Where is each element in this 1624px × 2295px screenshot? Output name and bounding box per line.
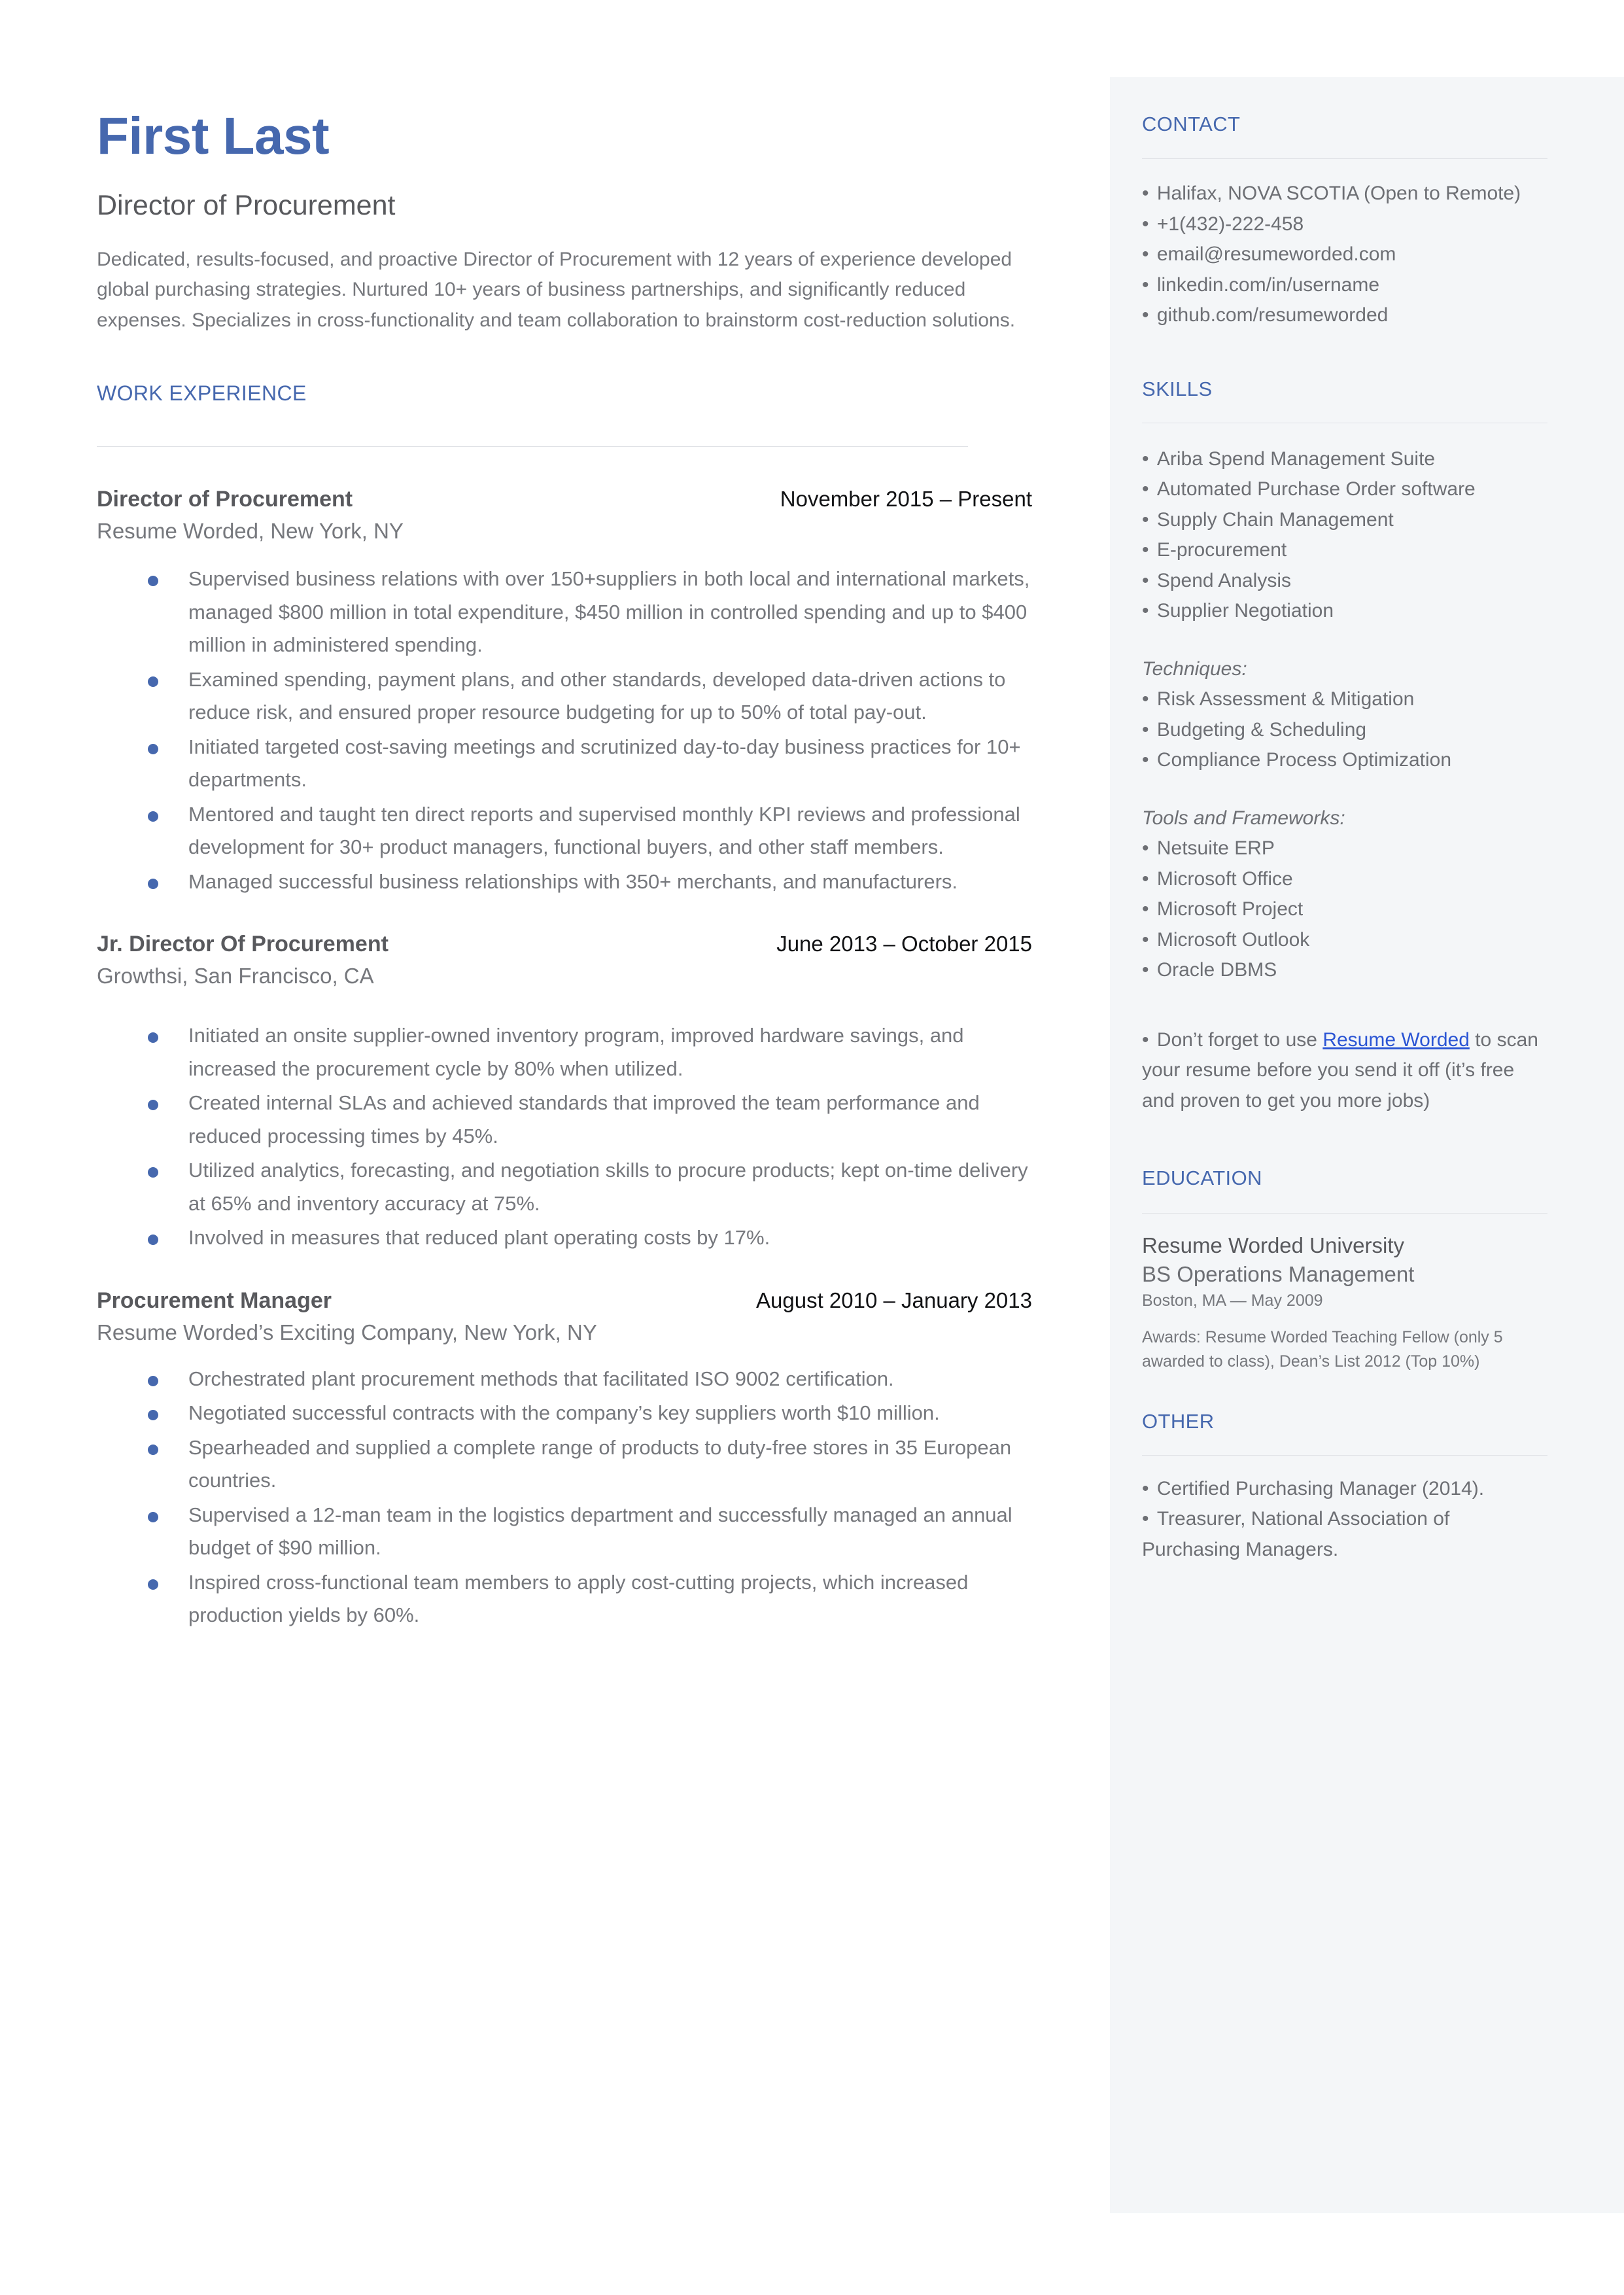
tool-label: Microsoft Project xyxy=(1156,898,1304,920)
tool-item: • Microsoft Outlook xyxy=(1142,928,1310,951)
tool-label: Oracle DBMS xyxy=(1156,959,1277,981)
education-school: Resume Worded University xyxy=(1142,1233,1405,1257)
other-heading: OTHER xyxy=(1142,1409,1215,1433)
skill-label: Supply Chain Management xyxy=(1156,508,1394,531)
skill-label: Ariba Spend Management Suite xyxy=(1156,447,1436,470)
technique-item: • Risk Assessment & Mitigation xyxy=(1142,688,1415,710)
contact-item: • github.com/resumeworded xyxy=(1142,304,1389,326)
skill-label: Spend Analysis xyxy=(1156,569,1291,591)
tool-item: • Oracle DBMS xyxy=(1142,959,1277,981)
education-awards: Awards: Resume Worded Teaching Fellow (only 5 awarded to class), Dean’s List 2012 (Top 10%) xyxy=(1142,1327,1503,1371)
job-header-row xyxy=(97,486,1032,517)
main-column xyxy=(97,0,1032,1634)
other-list xyxy=(1142,1474,1547,1566)
skill-item: • Supply Chain Management xyxy=(1142,508,1394,531)
skill-item: • Automated Purchase Order software xyxy=(1142,478,1476,500)
education-location: Boston, MA — May 2009 xyxy=(1142,1291,1323,1310)
bullet-item: Utilized analytics, forecasting, and negotiation skills to procure products; kept on-time delivery at 65% and inventory accuracy at 75%. xyxy=(97,1154,1032,1220)
technique-label: Budgeting & Scheduling xyxy=(1156,718,1367,741)
technique-label: Compliance Process Optimization xyxy=(1156,749,1452,771)
other-label: Treasurer, National Association of Purchasing Managers. xyxy=(1142,1508,1450,1560)
skill-item: • E-procurement xyxy=(1142,539,1287,561)
skill-item: • Supplier Negotiation xyxy=(1142,600,1334,622)
job-dates: November 2015 – Present xyxy=(780,487,1032,512)
job-dates: August 2010 – January 2013 xyxy=(756,1288,1032,1312)
contact-item: • linkedin.com/in/username xyxy=(1142,273,1380,296)
bullet-item: Initiated targeted cost-saving meetings and scrutinized day-to-day business practices for 10+ departments. xyxy=(97,731,1032,797)
summary-paragraph: Dedicated, results-focused, and proactive Director of Procurement with 12 years of experience developed global purchasing strategies. Nurtured 10+ years of business partnerships, and significantly reduced expenses. Specializes in cross-functionality and team collaboration to brainstorm cost-reduction solutions. xyxy=(97,248,1016,331)
job-header-row xyxy=(97,1288,1032,1319)
tools-list xyxy=(1142,833,1547,986)
contact-item-label: +1(432)-222-458 xyxy=(1156,213,1304,235)
skills-list xyxy=(1142,444,1547,627)
other-item: • Certified Purchasing Manager (2014). xyxy=(1142,1477,1485,1499)
technique-item: • Budgeting & Scheduling xyxy=(1142,718,1367,741)
job-company: Resume Worded’s Exciting Company, New York, NY xyxy=(97,1320,597,1344)
technique-item: • Compliance Process Optimization xyxy=(1142,749,1452,771)
job-bullets xyxy=(97,1363,1032,1632)
job-company: Growthsi, San Francisco, CA xyxy=(97,964,374,989)
job-dates: June 2013 – October 2015 xyxy=(776,932,1032,956)
bullet-item: Inspired cross-functional team members to apply cost-cutting projects, which increased production yields by 60%. xyxy=(97,1566,1032,1632)
bullet-item: Mentored and taught ten direct reports and supervised monthly KPI reviews and professional development for 30+ product managers, functional buyers, and other staff members. xyxy=(97,798,1032,864)
techniques-label: Techniques: xyxy=(1142,657,1247,680)
bullet-item: Spearheaded and supplied a complete range of products to duty-free stores in 35 European countries. xyxy=(97,1431,1032,1498)
bullet-item: Managed successful business relationships with 350+ merchants, and manufacturers. xyxy=(97,866,1032,899)
candidate-name: First Last xyxy=(97,107,330,165)
tools-label: Tools and Frameworks: xyxy=(1142,807,1345,829)
job-company: Resume Worded, New York, NY xyxy=(97,519,404,544)
tool-item: • Netsuite ERP xyxy=(1142,837,1275,860)
tool-label: Microsoft Outlook xyxy=(1156,928,1310,951)
bullet-item: Supervised a 12-man team in the logistics department and successfully managed an annual budget of $90 million. xyxy=(97,1499,1032,1565)
tool-label: Netsuite ERP xyxy=(1156,837,1275,860)
skill-label: Supplier Negotiation xyxy=(1156,600,1334,622)
contact-list xyxy=(1142,179,1547,331)
resume-worded-link[interactable]: Resume Worded xyxy=(1322,1028,1470,1051)
bullet-item: Initiated an onsite supplier-owned inventory program, improved hardware savings, and increased the procurement cycle by 80% when utilized. xyxy=(97,1019,1032,1085)
job-role: Jr. Director Of Procurement xyxy=(97,932,389,957)
other-label: Certified Purchasing Manager (2014). xyxy=(1156,1477,1485,1499)
promo-prefix: Don’t forget to use xyxy=(1156,1028,1323,1051)
job-role: Procurement Manager xyxy=(97,1288,332,1313)
job-bullets xyxy=(97,563,1032,898)
tool-item: • Microsoft Office xyxy=(1142,867,1293,890)
promo-suffix: to scan your resume before you send it off (it’s free and proven to get you more jobs) xyxy=(1142,1028,1538,1112)
technique-label: Risk Assessment & Mitigation xyxy=(1156,688,1415,710)
bullet-item: Orchestrated plant procurement methods that facilitated ISO 9002 certification. xyxy=(97,1363,1032,1396)
job-role: Director of Procurement xyxy=(97,487,353,512)
skill-item: • Spend Analysis xyxy=(1142,569,1291,591)
job-bullets xyxy=(97,1019,1032,1255)
contact-item-label: Halifax, NOVA SCOTIA (Open to Remote) xyxy=(1156,183,1521,205)
job-header-row xyxy=(97,931,1032,962)
skill-label: Automated Purchase Order software xyxy=(1156,478,1476,500)
tool-item: • Microsoft Project xyxy=(1142,898,1304,920)
bullet-item: Negotiated successful contracts with the company’s key suppliers worth $10 million. xyxy=(97,1397,1032,1430)
skill-item: • Ariba Spend Management Suite xyxy=(1142,447,1436,470)
promo-note: • Don’t forget to use Resume Worded to scan your resume before you send it off (it’s free and proven to get you more jobs) xyxy=(1142,1028,1538,1112)
tool-label: Microsoft Office xyxy=(1156,867,1293,890)
contact-item-label: linkedin.com/in/username xyxy=(1156,273,1380,296)
contact-item-label: github.com/resumeworded xyxy=(1156,304,1389,326)
bullet-item: Supervised business relations with over 150+suppliers in both local and international markets, managed $800 million in total expenditure, $450 million in controlled spending and up to $400 million in administered spending. xyxy=(97,563,1032,662)
contact-item: • +1(432)-222-458 xyxy=(1142,213,1304,235)
contact-item-label: email@resumeworded.com xyxy=(1156,243,1396,266)
other-item: • Treasurer, National Association of Purchasing Managers. xyxy=(1142,1508,1450,1560)
contact-item: • email@resumeworded.com xyxy=(1142,243,1396,266)
contact-item: • Halifax, NOVA SCOTIA (Open to Remote) xyxy=(1142,183,1521,205)
sidebar-panel xyxy=(1110,77,1624,2213)
bullet-item: Examined spending, payment plans, and other standards, developed data-driven actions to reduce risk, and ensured proper resource budgeting for up to 50% of total pay-out. xyxy=(97,663,1032,729)
skills-heading: SKILLS xyxy=(1142,377,1213,400)
work-experience-heading: WORK EXPERIENCE xyxy=(97,381,307,406)
techniques-list xyxy=(1142,684,1547,776)
candidate-title: Director of Procurement xyxy=(97,190,396,221)
education-heading: EDUCATION xyxy=(1142,1166,1262,1190)
education-degree: BS Operations Management xyxy=(1142,1262,1415,1287)
sidebar-content xyxy=(1142,77,1547,1565)
bullet-item: Involved in measures that reduced plant operating costs by 17%. xyxy=(97,1221,1032,1255)
skill-label: E-procurement xyxy=(1156,539,1287,561)
contact-heading: CONTACT xyxy=(1142,113,1241,135)
bullet-item: Created internal SLAs and achieved standards that improved the team performance and reduced processing times by 45%. xyxy=(97,1087,1032,1153)
